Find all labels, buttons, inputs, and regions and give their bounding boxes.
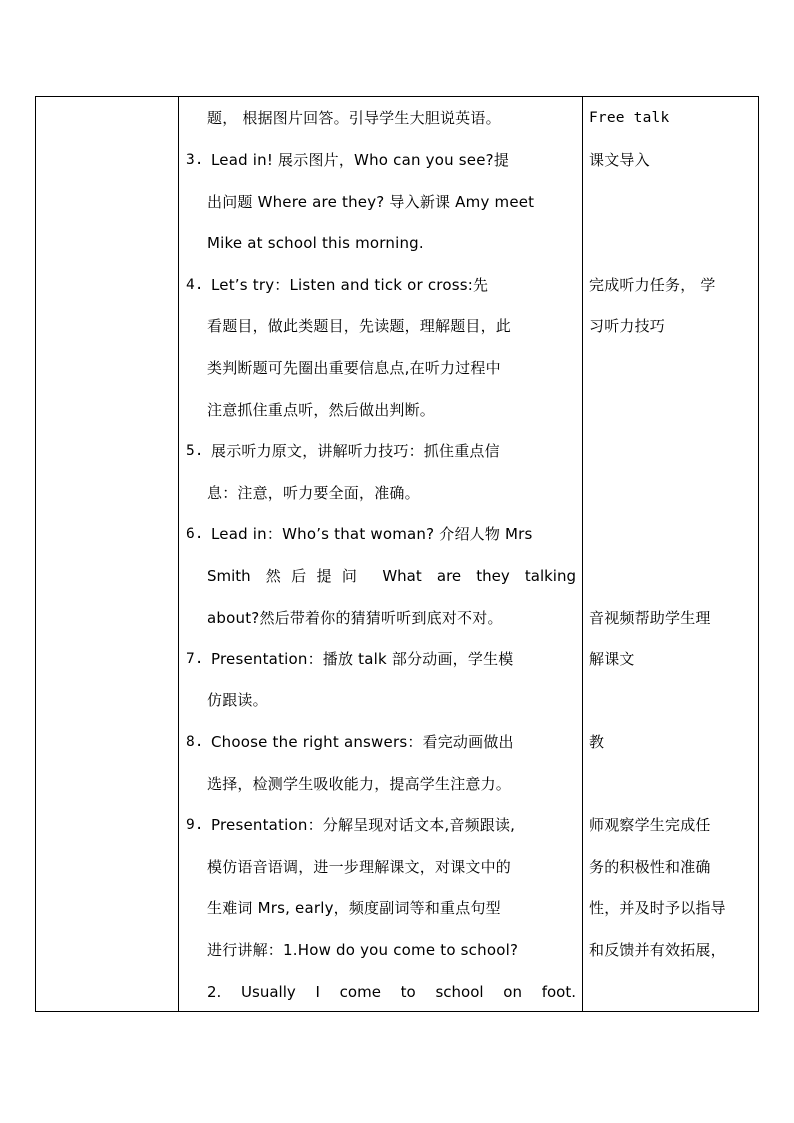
step-number: 3. [186,152,204,168]
purpose-text: 习听力技巧 [589,317,666,335]
step-line: 选择，检测学生吸收能力，提高学生注意力。 [207,775,512,793]
step-line: Lead in! 展示图片，Who can you see?提 [211,151,510,169]
step-line: 息：注意，听力要全面，准确。 [207,484,420,502]
step-line: 出问题 Where are they? 导入新课 Amy meet [207,193,535,211]
step-number: 5. [186,443,204,459]
step-number: 8. [186,734,204,750]
purpose-text: 性，并及时予以指导 [589,899,726,917]
purpose-text: 解课文 [589,650,635,668]
step-line: about?然后带着你的猜猜听听到底对不对。 [207,609,503,627]
step-intro-line: 题， 根据图片回答。引导学生大胆说英语。 [207,109,501,127]
column-divider-left [178,97,179,1011]
step-line: 仿跟读。 [207,691,268,709]
step-line: Presentation：分解呈现对话文本,音频跟读, [211,816,516,834]
step-line: 进行讲解：1.How do you come to school? [207,941,519,959]
purpose-text: 和反馈并有效拓展， [589,941,726,959]
step-line: 注意抓住重点听，然后做出判断。 [207,401,436,419]
step-line: Lead in：Who’s that woman? 介绍人物 Mrs [211,525,533,543]
column-divider-right [582,97,583,1011]
purpose-text: 完成听力任务， 学 [589,276,716,294]
step-line: 展示听力原文，讲解听力技巧：抓住重点信 [211,442,500,460]
step-number: 4. [186,277,204,293]
step-number: 9. [186,817,204,833]
step-line: 2. Usually I come to school on foot. [207,983,576,1001]
step-number: 6. [186,526,204,542]
step-line: Smith 然后提问 What are they talking [207,567,576,585]
step-line: Mike at school this morning. [207,234,424,252]
purpose-text: 音视频帮助学生理 [589,609,711,627]
purpose-text: 教 [589,733,605,751]
step-line: Choose the right answers：看完动画做出 [211,733,514,751]
purpose-text: 课文导入 [589,151,650,169]
step-line: 模仿语音语调，进一步理解课文，对课文中的 [207,858,512,876]
purpose-text: Free talk [589,110,670,126]
step-line: 看题目，做此类题目，先读题，理解题目，此 [207,317,512,335]
step-line: Let’s try：Listen and tick or cross:先 [211,276,489,294]
step-line: Presentation：播放 talk 部分动画，学生模 [211,650,514,668]
step-line: 生难词 Mrs, early，频度副词等和重点句型 [207,899,501,917]
step-number: 7. [186,651,204,667]
step-line: 类判断题可先圈出重要信息点,在听力过程中 [207,359,501,377]
purpose-text: 师观察学生完成任 [589,816,711,834]
purpose-text: 务的积极性和准确 [589,858,711,876]
